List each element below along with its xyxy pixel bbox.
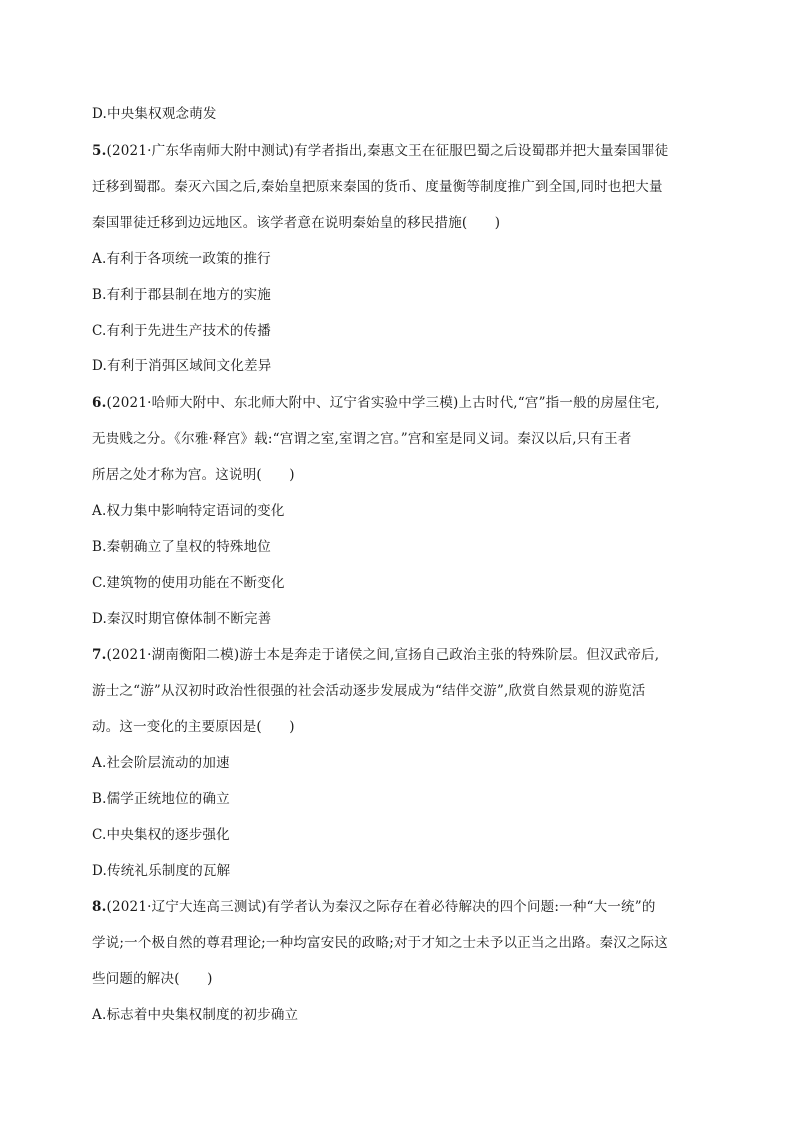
question-5-option-a: A.有利于各项统一政策的推行 [92,251,271,267]
question-number: 6. [92,395,107,411]
question-8-option-a: A.标志着中央集权制度的初步确立 [92,1007,299,1023]
question-8-line-1 [92,898,656,916]
question-5-option-c: C.有利于先进生产技术的传播 [92,323,271,339]
question-text: (2021·辽宁大连高三测试)有学者认为秦汉之际存在着必待解决的四个问题:一种“大一统”的 [106,899,656,915]
question-6-line-3: 所居之处才称为宫。这说明( ) [92,467,295,483]
question-7-option-a: A.社会阶层流动的加速 [92,755,230,771]
question-6-option-c: C.建筑物的使用功能在不断变化 [92,575,285,591]
question-6-option-b: B.秦朝确立了皇权的特殊地位 [92,539,272,555]
question-8-line-2: 学说;一个极自然的尊君理论;一种均富安民的政略;对于才知之士未予以正当之出路。秦汉之际这 [92,935,668,951]
question-text: (2021·哈师大附中、东北师大附中、辽宁省实验中学三模)上古时代,“宫”指一般的房屋住宅, [106,395,660,411]
question-5-option-d: D.有利于消弭区域间文化差异 [92,358,272,374]
question-5-option-b: B.有利于郡县制在地方的实施 [92,287,272,303]
question-7-line-3: 动。这一变化的主要原因是( ) [92,719,295,735]
question-7-line-2: 游士之“游”从汉初时政治性很强的社会活动逐步发展成为“结伴交游”,欣赏自然景观的游览活 [92,683,646,699]
question-6-option-a: A.权力集中影响特定语词的变化 [92,503,285,519]
question-number: 8. [92,899,107,915]
question-7-option-d: D.传统礼乐制度的瓦解 [92,863,231,879]
question-5-line-1 [92,142,668,160]
prev-option-d: D.中央集权观念萌发 [92,106,217,122]
question-number: 7. [92,647,107,663]
question-7-option-b: B.儒学正统地位的确立 [92,791,230,807]
question-7-line-1 [92,646,659,664]
question-5-line-2: 迁移到蜀郡。秦灭六国之后,秦始皇把原来秦国的货币、度量衡等制度推广到全国,同时也把大量 [92,179,663,195]
question-number: 5. [92,143,107,159]
question-6-line-1 [92,394,660,412]
question-text: (2021·广东华南师大附中测试)有学者指出,秦惠文王在征服巴蜀之后设蜀郡并把大量秦国罪徒 [106,143,669,159]
question-6-line-2: 无贵贱之分。《尔雅·释宫》载:“宫谓之室,室谓之宫。”宫和室是同义词。秦汉以后,只有王者 [92,431,632,447]
question-7-option-c: C.中央集权的逐步强化 [92,827,230,843]
question-6-option-d: D.秦汉时期官僚体制不断完善 [92,611,272,627]
question-5-line-3: 秦国罪徒迁移到边远地区。该学者意在说明秦始皇的移民措施( ) [92,215,501,231]
question-text: (2021·湖南衡阳二模)游士本是奔走于诸侯之间,宣扬自己政治主张的特殊阶层。但汉武帝后, [106,647,660,663]
question-8-line-3: 些问题的解决( ) [92,971,213,987]
